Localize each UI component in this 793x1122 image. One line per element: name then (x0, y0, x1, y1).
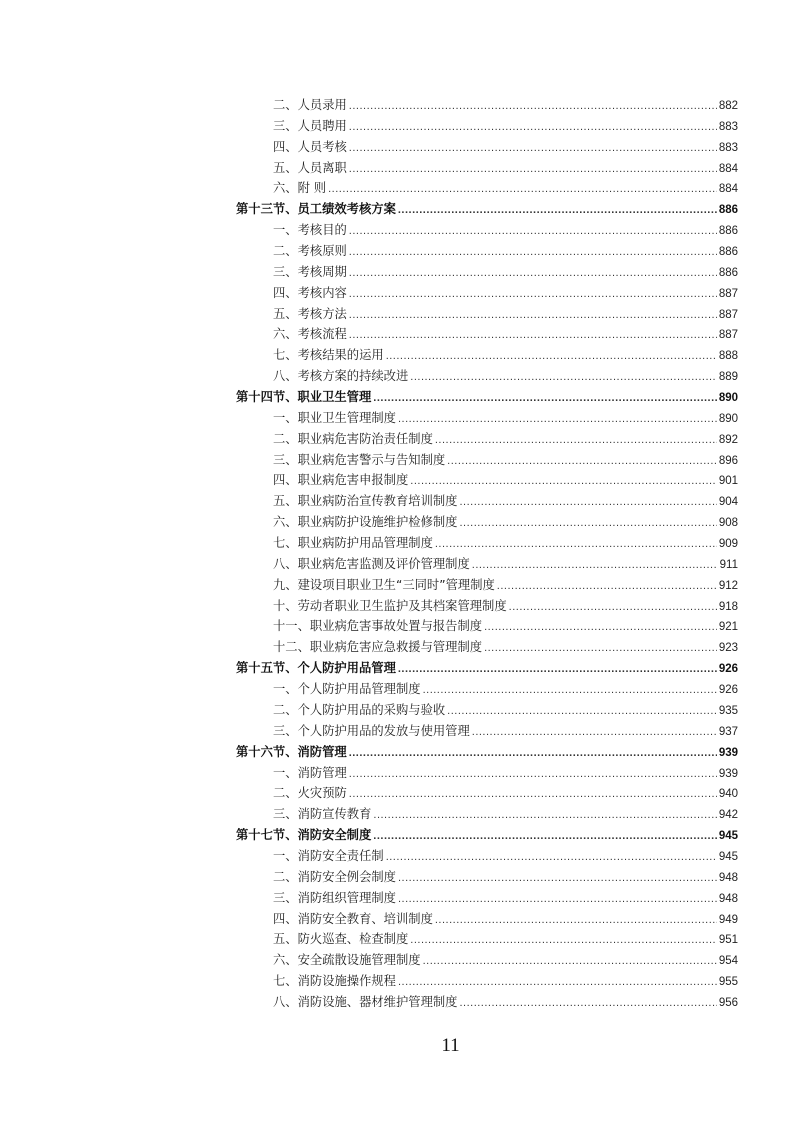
toc-entry-page: 949 (718, 913, 738, 926)
toc-entry-title: 第十三节、员工绩效考核方案 (236, 202, 396, 217)
toc-entry-page: 918 (718, 600, 738, 613)
dot-leader (484, 617, 717, 638)
toc-entry-page: 887 (718, 287, 738, 300)
toc-entry[interactable] (236, 679, 738, 700)
toc-entry-page: 945 (718, 850, 738, 863)
toc-entry-page: 937 (718, 725, 738, 738)
toc-entry[interactable] (236, 220, 738, 241)
toc-entry[interactable] (236, 783, 738, 804)
toc-section-entry[interactable] (236, 387, 738, 408)
dot-leader (349, 138, 717, 159)
toc-entry[interactable] (236, 596, 738, 617)
toc-entry-title: 一、考核目的 (273, 223, 347, 238)
dot-leader (349, 325, 717, 346)
toc-entry-title: 七、职业病防护用品管理制度 (273, 536, 433, 551)
dot-leader (349, 284, 717, 305)
toc-entry[interactable] (236, 909, 738, 930)
toc-entry-title: 五、考核方法 (273, 306, 347, 321)
toc-entry-page: 884 (718, 183, 738, 196)
page-number: 11 (441, 1035, 460, 1056)
toc-entry-page: 942 (718, 809, 738, 822)
dot-leader (373, 826, 717, 847)
toc-entry[interactable] (236, 137, 738, 158)
toc-entry-page: 939 (718, 767, 738, 780)
toc-entry-title: 九、建设项目职业卫生“三同时”管理制度 (273, 577, 495, 592)
table-of-contents (236, 95, 738, 1013)
toc-entry-title: 二、个人防护用品的采购与验收 (273, 702, 446, 717)
toc-entry[interactable] (236, 450, 738, 471)
toc-entry-title: 第十六节、消防管理 (236, 744, 347, 759)
toc-entry-title: 二、人员录用 (273, 98, 347, 112)
dot-leader (472, 722, 717, 743)
dot-leader (349, 263, 717, 284)
dot-leader (386, 346, 717, 367)
toc-entry[interactable] (236, 241, 738, 262)
toc-entry[interactable] (236, 700, 738, 721)
toc-entry-title: 一、消防安全责任制 (273, 848, 384, 863)
toc-entry-title: 四、考核内容 (273, 285, 347, 300)
toc-entry-page: 908 (718, 517, 738, 530)
toc-entry[interactable] (236, 95, 738, 116)
toc-entry-page: 887 (718, 308, 738, 321)
toc-entry[interactable] (236, 867, 738, 888)
toc-entry-title: 七、消防设施操作规程 (273, 974, 396, 989)
toc-entry-title: 三、消防宣传教育 (273, 807, 372, 822)
dot-leader (410, 367, 717, 388)
toc-entry[interactable] (236, 158, 738, 179)
dot-leader (423, 951, 717, 972)
toc-entry-title: 十一、职业病危害事故处置与报告制度 (273, 619, 483, 634)
dot-leader (328, 179, 717, 200)
toc-entry-title: 第十四节、职业卫生管理 (236, 390, 372, 405)
toc-entry[interactable] (236, 533, 738, 554)
toc-entry-page: 887 (718, 329, 738, 342)
toc-entry[interactable] (236, 929, 738, 950)
toc-entry[interactable] (236, 491, 738, 512)
dot-leader (447, 451, 717, 472)
toc-entry-title: 三、消防组织管理制度 (273, 890, 396, 905)
dot-leader (459, 513, 716, 534)
dot-leader (349, 242, 717, 263)
toc-entry-title: 三、人员聘用 (273, 118, 347, 133)
toc-entry-page: 889 (718, 371, 738, 384)
dot-leader (349, 159, 717, 180)
toc-entry[interactable] (236, 721, 738, 742)
toc-entry-title: 二、职业病危害防治责任制度 (273, 431, 433, 446)
toc-entry-title: 五、人员离职 (273, 160, 347, 175)
toc-entry-title: 一、职业卫生管理制度 (273, 410, 396, 425)
toc-entry-title: 八、考核方案的持续改进 (273, 369, 409, 384)
toc-entry[interactable] (236, 304, 738, 325)
toc-entry-title: 八、职业病危害监测及评价管理制度 (273, 556, 470, 571)
toc-entry-title: 四、人员考核 (273, 139, 347, 154)
toc-entry-page: 955 (718, 976, 738, 989)
toc-entry-page: 926 (718, 663, 738, 676)
toc-entry[interactable] (236, 763, 738, 784)
dot-leader (435, 430, 717, 451)
toc-entry[interactable] (236, 470, 738, 491)
toc-entry-page: 939 (718, 746, 738, 759)
toc-entry[interactable] (236, 992, 738, 1013)
toc-entry-page: 945 (718, 830, 738, 843)
toc-entry-title: 四、职业病危害申报制度 (273, 473, 409, 488)
toc-entry[interactable] (236, 324, 738, 345)
dot-leader (349, 305, 717, 326)
toc-entry[interactable] (236, 512, 738, 533)
dot-leader (435, 910, 717, 931)
toc-entry-title: 六、职业病防护设施维护检修制度 (273, 515, 458, 530)
toc-entry-page: 888 (718, 350, 738, 363)
dot-leader (386, 847, 717, 868)
toc-entry-title: 十二、职业病危害应急救援与管理制度 (273, 640, 483, 655)
toc-entry-title: 二、考核原则 (273, 244, 347, 259)
toc-entry-title: 十、劳动者职业卫生监护及其档案管理制度 (273, 598, 507, 613)
toc-entry[interactable] (236, 971, 738, 992)
toc-entry-page: 909 (718, 538, 738, 551)
dot-leader (410, 471, 717, 492)
dot-leader (435, 534, 717, 555)
toc-entry-title: 二、火灾预防 (273, 786, 347, 801)
dot-leader (349, 784, 717, 805)
toc-entry[interactable] (236, 262, 738, 283)
toc-entry-page: 883 (718, 141, 738, 154)
toc-entry-page: 923 (718, 642, 738, 655)
toc-entry-page: 940 (718, 788, 738, 801)
toc-entry-page: 904 (718, 496, 738, 509)
toc-entry-title: 五、防火巡查、检查制度 (273, 932, 409, 947)
toc-entry-page: 954 (718, 955, 738, 968)
toc-entry[interactable] (236, 846, 738, 867)
toc-section-entry[interactable] (236, 658, 738, 679)
toc-entry[interactable] (236, 345, 738, 366)
toc-entry-title: 八、消防设施、器材维护管理制度 (273, 994, 458, 1009)
toc-entry-title: 第十七节、消防安全制度 (236, 828, 372, 843)
toc-entry-page: 886 (718, 246, 738, 259)
toc-section-entry[interactable] (236, 825, 738, 846)
dot-leader (423, 680, 717, 701)
toc-entry-page: 883 (718, 120, 738, 133)
dot-leader (373, 805, 716, 826)
toc-entry[interactable] (236, 116, 738, 137)
toc-entry[interactable] (236, 888, 738, 909)
dot-leader (349, 221, 717, 242)
toc-entry-title: 四、消防安全教育、培训制度 (273, 911, 433, 926)
dot-leader (398, 889, 717, 910)
dot-leader (349, 764, 717, 785)
toc-entry-title: 六、附 则 (273, 181, 327, 196)
dot-leader (447, 701, 717, 722)
dot-leader (398, 972, 717, 993)
dot-leader (509, 597, 717, 618)
dot-leader (484, 638, 717, 659)
toc-entry-page: 886 (718, 266, 738, 279)
dot-leader (459, 492, 716, 513)
toc-entry-title: 三、个人防护用品的发放与使用管理 (273, 723, 470, 738)
toc-entry[interactable] (236, 950, 738, 971)
toc-entry[interactable] (236, 575, 738, 596)
toc-entry[interactable] (236, 178, 738, 199)
toc-entry-page: 911 (719, 558, 738, 571)
toc-entry-page: 948 (718, 871, 738, 884)
toc-entry-page: 951 (718, 934, 738, 947)
toc-entry-page: 912 (718, 579, 738, 592)
toc-entry[interactable] (236, 283, 738, 304)
toc-section-entry[interactable] (236, 199, 738, 220)
dot-leader (398, 659, 717, 680)
toc-entry-page: 948 (718, 892, 738, 905)
toc-entry-page: 886 (718, 204, 738, 217)
toc-entry-page: 890 (718, 412, 738, 425)
toc-entry[interactable] (236, 554, 738, 575)
dot-leader (373, 388, 717, 409)
toc-entry-page: 882 (718, 100, 738, 112)
toc-entry-title: 六、考核流程 (273, 327, 347, 342)
toc-entry-page: 935 (718, 704, 738, 717)
dot-leader (497, 576, 717, 597)
toc-entry[interactable] (236, 804, 738, 825)
dot-leader (349, 117, 717, 138)
dot-leader (398, 868, 717, 889)
dot-leader (410, 930, 717, 951)
toc-entry-page: 890 (718, 392, 738, 405)
toc-entry-page: 886 (718, 225, 738, 238)
dot-leader (472, 555, 718, 576)
toc-section-entry[interactable] (236, 742, 738, 763)
toc-entry-title: 一、个人防护用品管理制度 (273, 682, 421, 697)
toc-entry-title: 三、考核周期 (273, 264, 347, 279)
toc-entry-page: 921 (718, 621, 738, 634)
toc-entry[interactable] (236, 637, 738, 658)
toc-entry-page: 892 (718, 433, 738, 446)
toc-entry-page: 901 (718, 475, 738, 488)
toc-entry-title: 第十五节、个人防护用品管理 (236, 661, 396, 676)
dot-leader (398, 409, 717, 430)
toc-entry-page: 956 (718, 996, 738, 1009)
toc-entry[interactable] (236, 366, 738, 387)
toc-entry-page: 884 (718, 162, 738, 175)
toc-entry-title: 五、职业病防治宣传教育培训制度 (273, 494, 458, 509)
toc-entry-title: 七、考核结果的运用 (273, 348, 384, 363)
toc-entry-page: 896 (718, 454, 738, 467)
dot-leader (398, 200, 717, 221)
toc-entry[interactable] (236, 429, 738, 450)
toc-entry[interactable] (236, 616, 738, 637)
toc-entry[interactable] (236, 408, 738, 429)
toc-entry-title: 三、职业病危害警示与告知制度 (273, 452, 446, 467)
dot-leader (349, 743, 717, 764)
toc-entry-page: 926 (718, 684, 738, 697)
dot-leader (459, 993, 716, 1014)
toc-entry-title: 二、消防安全例会制度 (273, 869, 396, 884)
toc-entry-title: 六、安全疏散设施管理制度 (273, 953, 421, 968)
dot-leader (349, 96, 717, 117)
toc-entry-title: 一、消防管理 (273, 765, 347, 780)
